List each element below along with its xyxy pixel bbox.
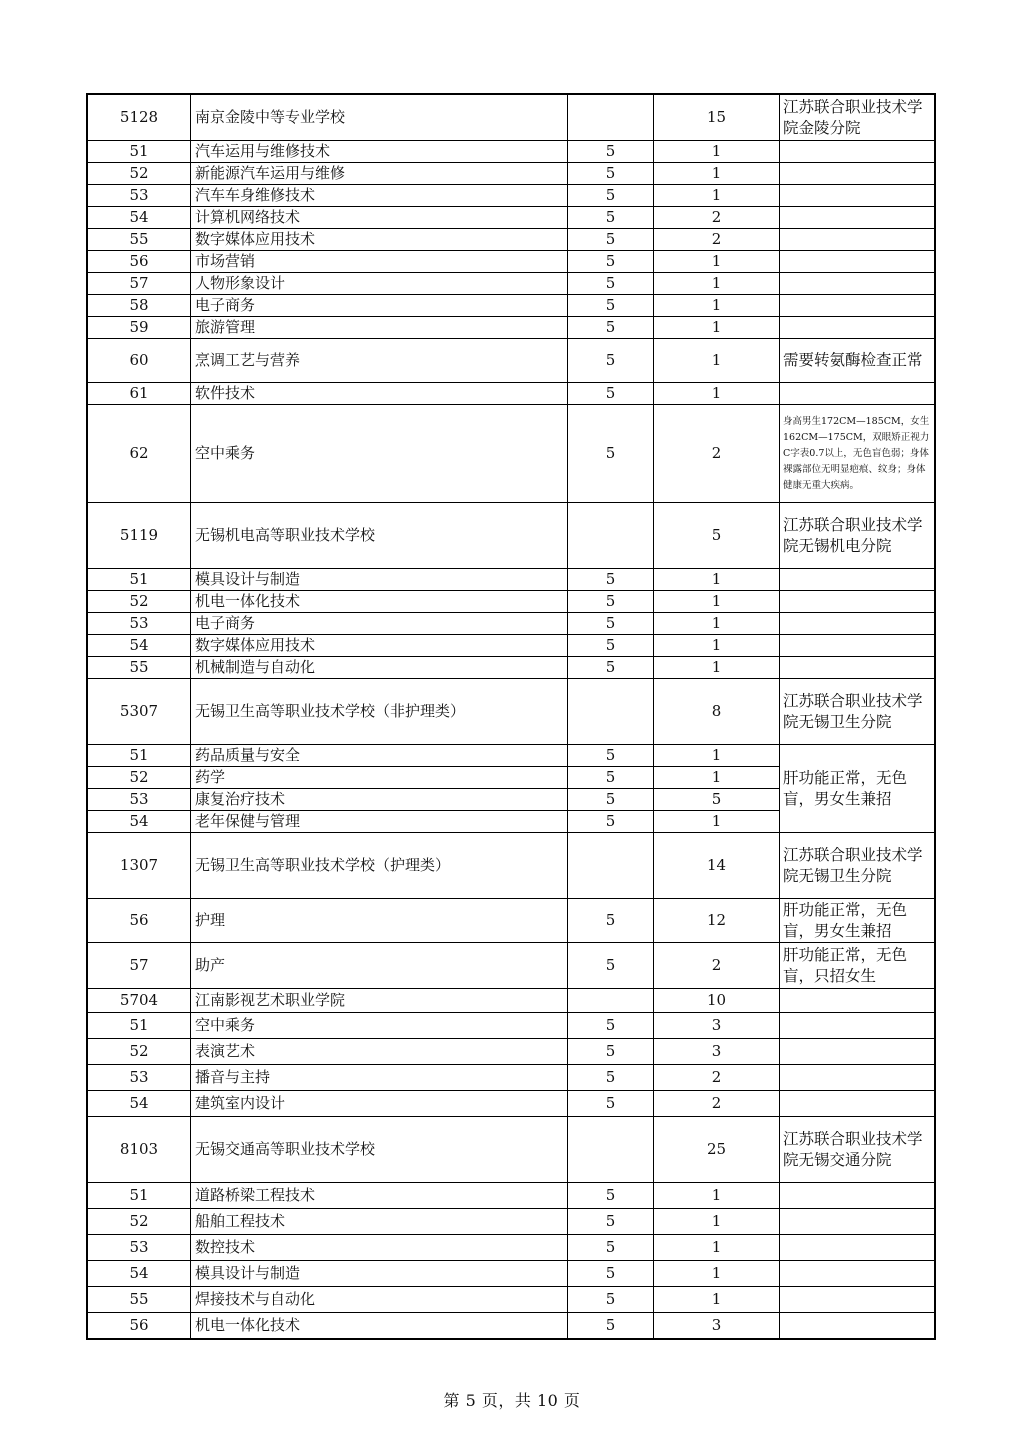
code-cell: 55 — [88, 229, 191, 251]
name-cell: 数字媒体应用技术 — [191, 229, 568, 251]
major-row — [88, 899, 935, 943]
quota-cell: 14 — [654, 833, 780, 899]
note-cell — [780, 251, 935, 273]
note-cell — [780, 569, 935, 591]
major-row — [88, 657, 935, 679]
name-cell: 护理 — [191, 899, 568, 943]
major-row — [88, 1065, 935, 1091]
note-cell — [780, 207, 935, 229]
page-footer: 第 5 页，共 10 页 — [443, 1391, 581, 1410]
enrollment-table — [87, 94, 935, 1339]
name-cell: 表演艺术 — [191, 1039, 568, 1065]
quota-cell: 1 — [654, 163, 780, 185]
name-cell: 康复治疗技术 — [191, 789, 568, 811]
years-cell: 5 — [568, 1183, 654, 1209]
major-row — [88, 295, 935, 317]
quota-cell: 3 — [654, 1013, 780, 1039]
code-cell: 56 — [88, 1313, 191, 1339]
code-cell: 54 — [88, 811, 191, 833]
quota-cell: 1 — [654, 295, 780, 317]
years-cell: 5 — [568, 1261, 654, 1287]
name-cell: 药学 — [191, 767, 568, 789]
quota-cell: 2 — [654, 1065, 780, 1091]
major-row — [88, 251, 935, 273]
years-cell: 5 — [568, 1209, 654, 1235]
years-cell — [568, 503, 654, 569]
years-cell: 5 — [568, 405, 654, 503]
code-cell: 53 — [88, 1065, 191, 1091]
name-cell: 空中乘务 — [191, 405, 568, 503]
code-cell: 52 — [88, 1209, 191, 1235]
school-row — [88, 1117, 935, 1183]
name-cell: 机电一体化技术 — [191, 591, 568, 613]
major-row — [88, 273, 935, 295]
quota-cell: 2 — [654, 229, 780, 251]
note-cell — [780, 295, 935, 317]
code-cell: 52 — [88, 767, 191, 789]
quota-cell: 1 — [654, 745, 780, 767]
code-cell: 57 — [88, 273, 191, 295]
years-cell: 5 — [568, 635, 654, 657]
quota-cell: 2 — [654, 207, 780, 229]
quota-cell: 1 — [654, 185, 780, 207]
note-cell: 江苏联合职业技术学院金陵分院 — [780, 95, 935, 141]
quota-cell: 8 — [654, 679, 780, 745]
name-cell: 播音与主持 — [191, 1065, 568, 1091]
note-cell — [780, 1039, 935, 1065]
code-cell: 58 — [88, 295, 191, 317]
name-cell: 数控技术 — [191, 1235, 568, 1261]
code-cell: 53 — [88, 1235, 191, 1261]
code-cell: 51 — [88, 1013, 191, 1039]
note-cell — [780, 1209, 935, 1235]
years-cell — [568, 989, 654, 1013]
code-cell: 54 — [88, 635, 191, 657]
name-cell: 建筑室内设计 — [191, 1091, 568, 1117]
note-cell: 江苏联合职业技术学院无锡交通分院 — [780, 1117, 935, 1183]
quota-cell: 1 — [654, 251, 780, 273]
code-cell: 51 — [88, 1183, 191, 1209]
quota-cell: 1 — [654, 1261, 780, 1287]
major-row — [88, 1039, 935, 1065]
name-cell: 烹调工艺与营养 — [191, 339, 568, 383]
years-cell: 5 — [568, 229, 654, 251]
major-row — [88, 591, 935, 613]
name-cell: 南京金陵中等专业学校 — [191, 95, 568, 141]
name-cell: 焊接技术与自动化 — [191, 1287, 568, 1313]
quota-cell: 1 — [654, 569, 780, 591]
quota-cell: 1 — [654, 591, 780, 613]
enrollment-table-body — [88, 95, 935, 1339]
years-cell: 5 — [568, 943, 654, 989]
name-cell: 船舶工程技术 — [191, 1209, 568, 1235]
note-cell — [780, 141, 935, 163]
name-cell: 汽车车身维修技术 — [191, 185, 568, 207]
code-cell: 5128 — [88, 95, 191, 141]
years-cell — [568, 833, 654, 899]
major-row — [88, 1209, 935, 1235]
name-cell: 模具设计与制造 — [191, 569, 568, 591]
code-cell: 52 — [88, 591, 191, 613]
years-cell: 5 — [568, 1013, 654, 1039]
years-cell: 5 — [568, 295, 654, 317]
name-cell: 电子商务 — [191, 295, 568, 317]
quota-cell: 25 — [654, 1117, 780, 1183]
years-cell: 5 — [568, 207, 654, 229]
name-cell: 无锡卫生高等职业技术学校（非护理类） — [191, 679, 568, 745]
code-cell: 52 — [88, 1039, 191, 1065]
major-row — [88, 1013, 935, 1039]
code-cell: 55 — [88, 1287, 191, 1313]
major-row — [88, 1313, 935, 1339]
name-cell: 机电一体化技术 — [191, 1313, 568, 1339]
code-cell: 56 — [88, 251, 191, 273]
major-row — [88, 1235, 935, 1261]
name-cell: 老年保健与管理 — [191, 811, 568, 833]
name-cell: 人物形象设计 — [191, 273, 568, 295]
years-cell: 5 — [568, 251, 654, 273]
years-cell: 5 — [568, 745, 654, 767]
major-row — [88, 613, 935, 635]
code-cell: 54 — [88, 1261, 191, 1287]
code-cell: 61 — [88, 383, 191, 405]
note-cell: 江苏联合职业技术学院无锡卫生分院 — [780, 679, 935, 745]
years-cell: 5 — [568, 811, 654, 833]
years-cell: 5 — [568, 317, 654, 339]
years-cell: 5 — [568, 163, 654, 185]
note-cell: 肝功能正常，无色盲，男女生兼招 — [780, 899, 935, 943]
quota-cell: 1 — [654, 339, 780, 383]
code-cell: 5119 — [88, 503, 191, 569]
years-cell: 5 — [568, 1313, 654, 1339]
note-cell: 身高男生172CM—185CM，女生162CM—175CM，双眼矫正视力C字表0.7以上，无色盲色弱；身体裸露部位无明显疤痕、纹身；身体健康无重大疾病。 — [780, 405, 935, 503]
school-row — [88, 989, 935, 1013]
name-cell: 无锡卫生高等职业技术学校（护理类） — [191, 833, 568, 899]
note-cell: 江苏联合职业技术学院无锡机电分院 — [780, 503, 935, 569]
code-cell: 62 — [88, 405, 191, 503]
name-cell: 计算机网络技术 — [191, 207, 568, 229]
quota-cell: 2 — [654, 405, 780, 503]
quota-cell: 10 — [654, 989, 780, 1013]
code-cell: 57 — [88, 943, 191, 989]
quota-cell: 3 — [654, 1039, 780, 1065]
note-cell: 肝功能正常，无色盲，只招女生 — [780, 943, 935, 989]
quota-cell: 1 — [654, 273, 780, 295]
note-cell — [780, 229, 935, 251]
quota-cell: 1 — [654, 317, 780, 339]
code-cell: 51 — [88, 569, 191, 591]
note-cell — [780, 1287, 935, 1313]
name-cell: 电子商务 — [191, 613, 568, 635]
quota-cell: 1 — [654, 767, 780, 789]
code-cell: 5307 — [88, 679, 191, 745]
name-cell: 新能源汽车运用与维修 — [191, 163, 568, 185]
school-row — [88, 503, 935, 569]
years-cell: 5 — [568, 591, 654, 613]
name-cell: 无锡机电高等职业技术学校 — [191, 503, 568, 569]
note-cell — [780, 1183, 935, 1209]
name-cell: 模具设计与制造 — [191, 1261, 568, 1287]
years-cell: 5 — [568, 1287, 654, 1313]
years-cell: 5 — [568, 1091, 654, 1117]
note-cell — [780, 657, 935, 679]
years-cell: 5 — [568, 1235, 654, 1261]
code-cell: 55 — [88, 657, 191, 679]
note-cell: 需要转氨酶检查正常 — [780, 339, 935, 383]
note-cell — [780, 1261, 935, 1287]
major-row — [88, 383, 935, 405]
note-cell — [780, 383, 935, 405]
quota-cell: 1 — [654, 613, 780, 635]
name-cell: 药品质量与安全 — [191, 745, 568, 767]
note-cell — [780, 1091, 935, 1117]
years-cell: 5 — [568, 899, 654, 943]
code-cell: 1307 — [88, 833, 191, 899]
major-row — [88, 635, 935, 657]
code-cell: 59 — [88, 317, 191, 339]
major-row — [88, 339, 935, 383]
major-row — [88, 229, 935, 251]
quota-cell: 1 — [654, 383, 780, 405]
note-cell — [780, 163, 935, 185]
quota-cell: 3 — [654, 1313, 780, 1339]
quota-cell: 1 — [654, 1183, 780, 1209]
code-cell: 54 — [88, 207, 191, 229]
major-row — [88, 1183, 935, 1209]
years-cell: 5 — [568, 185, 654, 207]
name-cell: 无锡交通高等职业技术学校 — [191, 1117, 568, 1183]
note-cell — [780, 185, 935, 207]
name-cell: 江南影视艺术职业学院 — [191, 989, 568, 1013]
code-cell: 51 — [88, 745, 191, 767]
note-cell — [780, 1065, 935, 1091]
note-cell: 江苏联合职业技术学院无锡卫生分院 — [780, 833, 935, 899]
name-cell: 旅游管理 — [191, 317, 568, 339]
years-cell — [568, 679, 654, 745]
years-cell: 5 — [568, 273, 654, 295]
major-row — [88, 185, 935, 207]
quota-cell: 1 — [654, 1209, 780, 1235]
quota-cell: 1 — [654, 1287, 780, 1313]
quota-cell: 1 — [654, 635, 780, 657]
note-cell — [780, 1235, 935, 1261]
quota-cell: 1 — [654, 1235, 780, 1261]
years-cell: 5 — [568, 141, 654, 163]
note-cell — [780, 635, 935, 657]
code-cell: 5704 — [88, 989, 191, 1013]
note-cell — [780, 613, 935, 635]
years-cell — [568, 95, 654, 141]
school-row — [88, 833, 935, 899]
major-row — [88, 317, 935, 339]
quota-cell: 12 — [654, 899, 780, 943]
quota-cell: 2 — [654, 943, 780, 989]
years-cell: 5 — [568, 339, 654, 383]
note-cell — [780, 317, 935, 339]
note-cell — [780, 1013, 935, 1039]
code-cell: 8103 — [88, 1117, 191, 1183]
quota-cell: 1 — [654, 811, 780, 833]
quota-cell: 5 — [654, 789, 780, 811]
code-cell: 51 — [88, 141, 191, 163]
name-cell: 助产 — [191, 943, 568, 989]
years-cell: 5 — [568, 767, 654, 789]
major-row — [88, 163, 935, 185]
code-cell: 54 — [88, 1091, 191, 1117]
name-cell: 市场营销 — [191, 251, 568, 273]
school-row — [88, 679, 935, 745]
name-cell: 软件技术 — [191, 383, 568, 405]
code-cell: 52 — [88, 163, 191, 185]
name-cell: 汽车运用与维修技术 — [191, 141, 568, 163]
years-cell: 5 — [568, 1039, 654, 1065]
years-cell: 5 — [568, 613, 654, 635]
quota-cell: 2 — [654, 1091, 780, 1117]
note-cell — [780, 591, 935, 613]
code-cell: 60 — [88, 339, 191, 383]
school-row — [88, 95, 935, 141]
years-cell: 5 — [568, 383, 654, 405]
code-cell: 53 — [88, 185, 191, 207]
years-cell: 5 — [568, 657, 654, 679]
name-cell: 机械制造与自动化 — [191, 657, 568, 679]
quota-cell: 15 — [654, 95, 780, 141]
major-row — [88, 1091, 935, 1117]
major-row — [88, 943, 935, 989]
major-row — [88, 207, 935, 229]
name-cell: 道路桥梁工程技术 — [191, 1183, 568, 1209]
code-cell: 53 — [88, 613, 191, 635]
years-cell: 5 — [568, 569, 654, 591]
major-row — [88, 1261, 935, 1287]
note-cell: 肝功能正常，无色盲，男女生兼招 — [780, 745, 935, 833]
note-cell — [780, 1313, 935, 1339]
major-row — [88, 405, 935, 503]
note-cell — [780, 273, 935, 295]
note-cell — [780, 989, 935, 1013]
name-cell: 空中乘务 — [191, 1013, 568, 1039]
quota-cell: 1 — [654, 657, 780, 679]
code-cell: 56 — [88, 899, 191, 943]
quota-cell: 5 — [654, 503, 780, 569]
code-cell: 53 — [88, 789, 191, 811]
major-row — [88, 569, 935, 591]
years-cell — [568, 1117, 654, 1183]
years-cell: 5 — [568, 789, 654, 811]
years-cell: 5 — [568, 1065, 654, 1091]
major-row — [88, 141, 935, 163]
quota-cell: 1 — [654, 141, 780, 163]
name-cell: 数字媒体应用技术 — [191, 635, 568, 657]
major-row — [88, 745, 935, 767]
major-row — [88, 1287, 935, 1313]
